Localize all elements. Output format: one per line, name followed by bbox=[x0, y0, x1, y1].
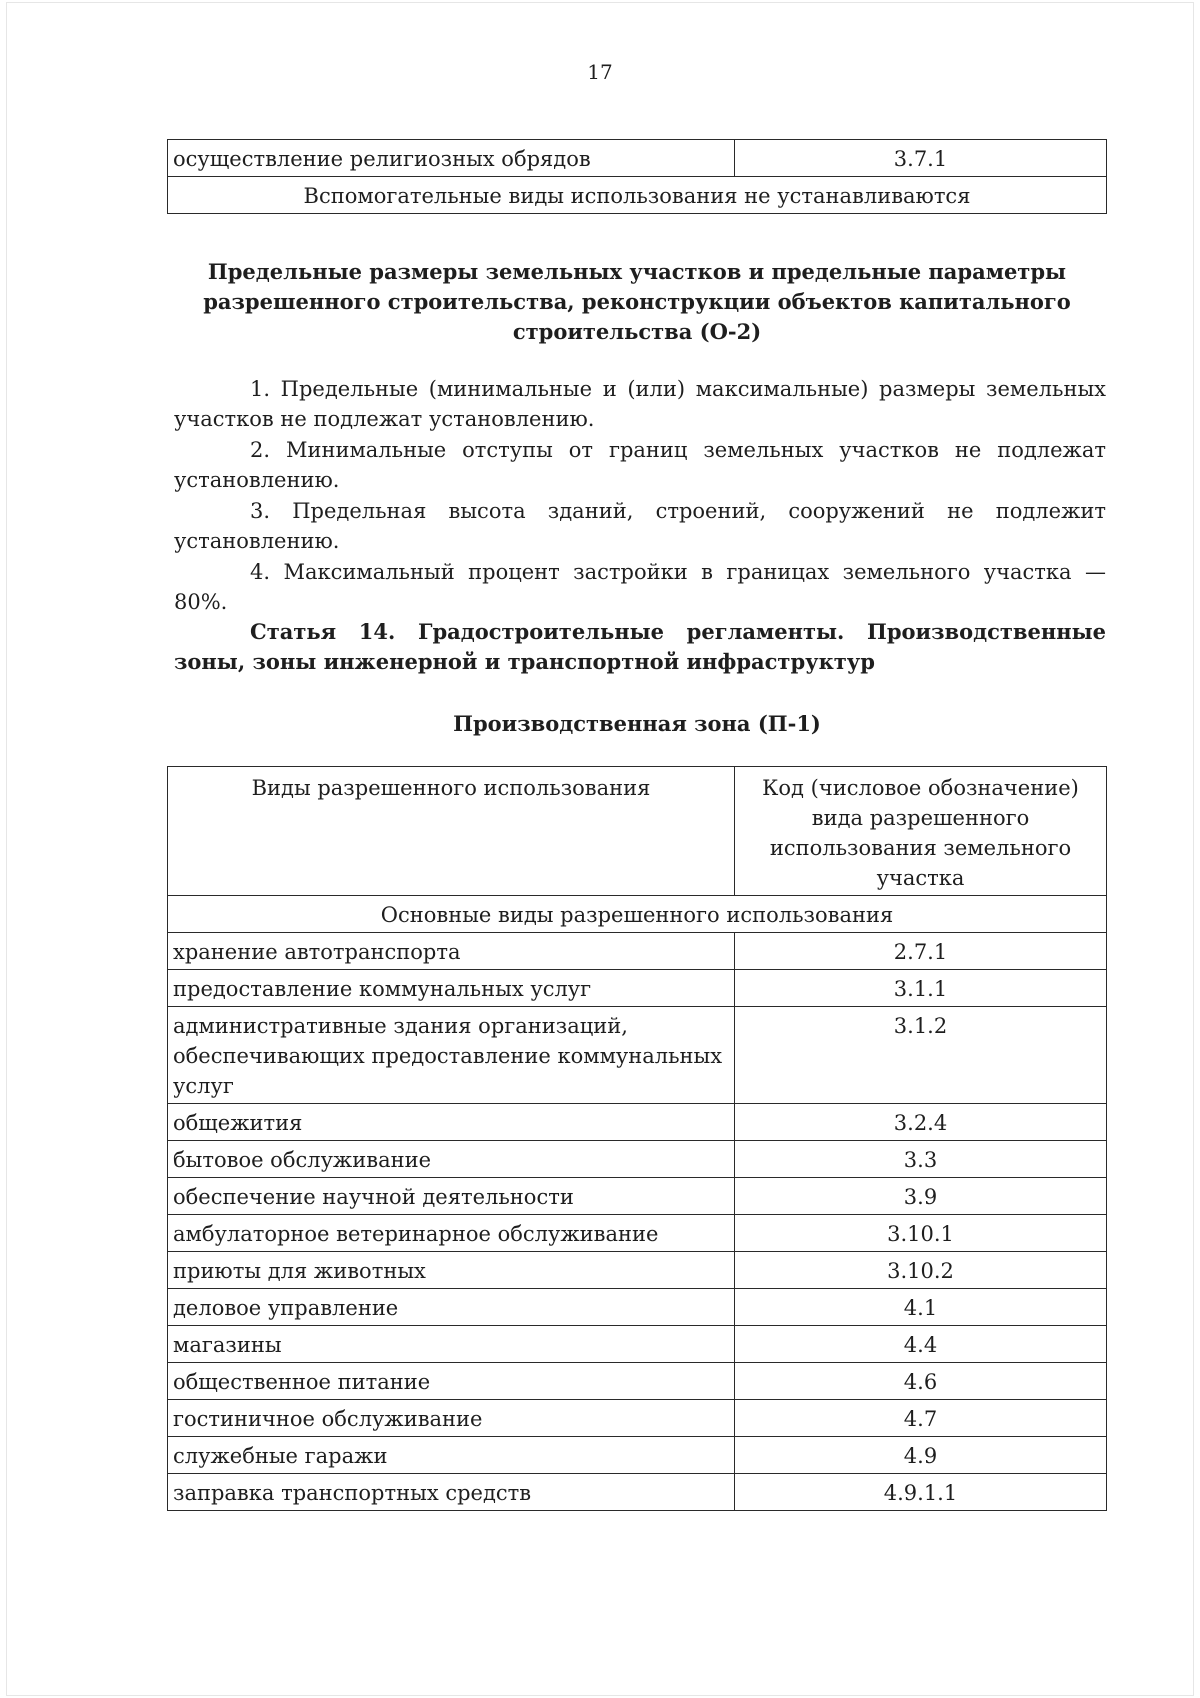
use-name-cell: осуществление религиозных обрядов bbox=[168, 140, 735, 177]
table-row bbox=[168, 933, 1107, 970]
use-name-cell: общежития bbox=[168, 1104, 735, 1141]
table-row bbox=[168, 140, 1107, 177]
use-code-cell: 3.2.4 bbox=[735, 1104, 1107, 1141]
table-row bbox=[168, 1104, 1107, 1141]
main-uses-section-row: Основные виды разрешенного использования bbox=[168, 896, 1107, 933]
use-name-cell: общественное питание bbox=[168, 1363, 735, 1400]
use-name-cell: служебные гаражи bbox=[168, 1437, 735, 1474]
table-row bbox=[168, 1007, 1107, 1104]
limits-item: 2. Минимальные отступы от границ земельных участков не подлежат установлению. bbox=[174, 438, 1106, 492]
table-row bbox=[168, 970, 1107, 1007]
use-code-cell: 4.4 bbox=[735, 1326, 1107, 1363]
continued-use-table bbox=[167, 139, 1107, 214]
header-name-cell: Виды разрешенного использования bbox=[168, 767, 735, 896]
table-header-row bbox=[168, 767, 1107, 896]
limits-list bbox=[174, 374, 1106, 617]
use-name-cell: хранение автотранспорта bbox=[168, 933, 735, 970]
use-code-cell: 3.10.2 bbox=[735, 1252, 1107, 1289]
table-section-row bbox=[168, 896, 1107, 933]
use-name-cell: административные здания организаций, обеспечивающих предоставление коммунальных услуг bbox=[168, 1007, 735, 1104]
use-code-cell: 4.7 bbox=[735, 1400, 1107, 1437]
limits-item: 3. Предельная высота зданий, строений, сооружений не подлежит установлению. bbox=[174, 499, 1106, 553]
use-name-cell: гостиничное обслуживание bbox=[168, 1400, 735, 1437]
table-row bbox=[168, 1363, 1107, 1400]
use-name-cell: деловое управление bbox=[168, 1289, 735, 1326]
limits-item: 1. Предельные (минимальные и (или) максимальные) размеры земельных участков не подлежат установлению. bbox=[174, 377, 1106, 431]
use-code-cell: 3.1.1 bbox=[735, 970, 1107, 1007]
use-name-cell: магазины bbox=[168, 1326, 735, 1363]
table-row bbox=[168, 1474, 1107, 1511]
article-heading: Статья 14. Градостроительные регламенты. Производственные зоны, зоны инженерной и транспортной инфраструктур bbox=[174, 619, 1106, 674]
zone-heading: Производственная зона (П-1) bbox=[453, 711, 821, 736]
use-code-cell: 3.3 bbox=[735, 1141, 1107, 1178]
table-row bbox=[168, 1289, 1107, 1326]
page-number: 17 bbox=[587, 60, 613, 84]
use-name-cell: бытовое обслуживание bbox=[168, 1141, 735, 1178]
table-row bbox=[168, 1437, 1107, 1474]
table-row bbox=[168, 1141, 1107, 1178]
use-code-cell: 4.1 bbox=[735, 1289, 1107, 1326]
use-name-cell: предоставление коммунальных услуг bbox=[168, 970, 735, 1007]
use-code-cell: 4.9 bbox=[735, 1437, 1107, 1474]
use-name-cell: приюты для животных bbox=[168, 1252, 735, 1289]
use-code-cell: 3.9 bbox=[735, 1178, 1107, 1215]
table-row bbox=[168, 1215, 1107, 1252]
use-name-cell: обеспечение научной деятельности bbox=[168, 1178, 735, 1215]
use-name-cell: заправка транспортных средств bbox=[168, 1474, 735, 1511]
table-row bbox=[168, 1326, 1107, 1363]
table-row bbox=[168, 1178, 1107, 1215]
table-row bbox=[168, 1400, 1107, 1437]
limits-item: 4. Максимальный процент застройки в границах земельного участка — 80%. bbox=[174, 560, 1106, 614]
table-row bbox=[168, 1252, 1107, 1289]
auxiliary-uses-row: Вспомогательные виды использования не устанавливаются bbox=[168, 177, 1107, 214]
table-row bbox=[168, 177, 1107, 214]
zone-uses-table bbox=[167, 766, 1107, 1511]
limits-section-heading: Предельные размеры земельных участков и предельные параметры разрешенного строительства, реконструкции объектов капитального строительства (О-2) bbox=[203, 259, 1071, 344]
use-code-cell: 2.7.1 bbox=[735, 933, 1107, 970]
use-code-cell: 4.6 bbox=[735, 1363, 1107, 1400]
use-code-cell: 3.7.1 bbox=[735, 140, 1107, 177]
header-code-cell: Код (числовое обозначение) вида разрешенного использования земельного участка bbox=[735, 767, 1107, 896]
use-name-cell: амбулаторное ветеринарное обслуживание bbox=[168, 1215, 735, 1252]
use-code-cell: 4.9.1.1 bbox=[735, 1474, 1107, 1511]
use-code-cell: 3.1.2 bbox=[735, 1007, 1107, 1104]
use-code-cell: 3.10.1 bbox=[735, 1215, 1107, 1252]
